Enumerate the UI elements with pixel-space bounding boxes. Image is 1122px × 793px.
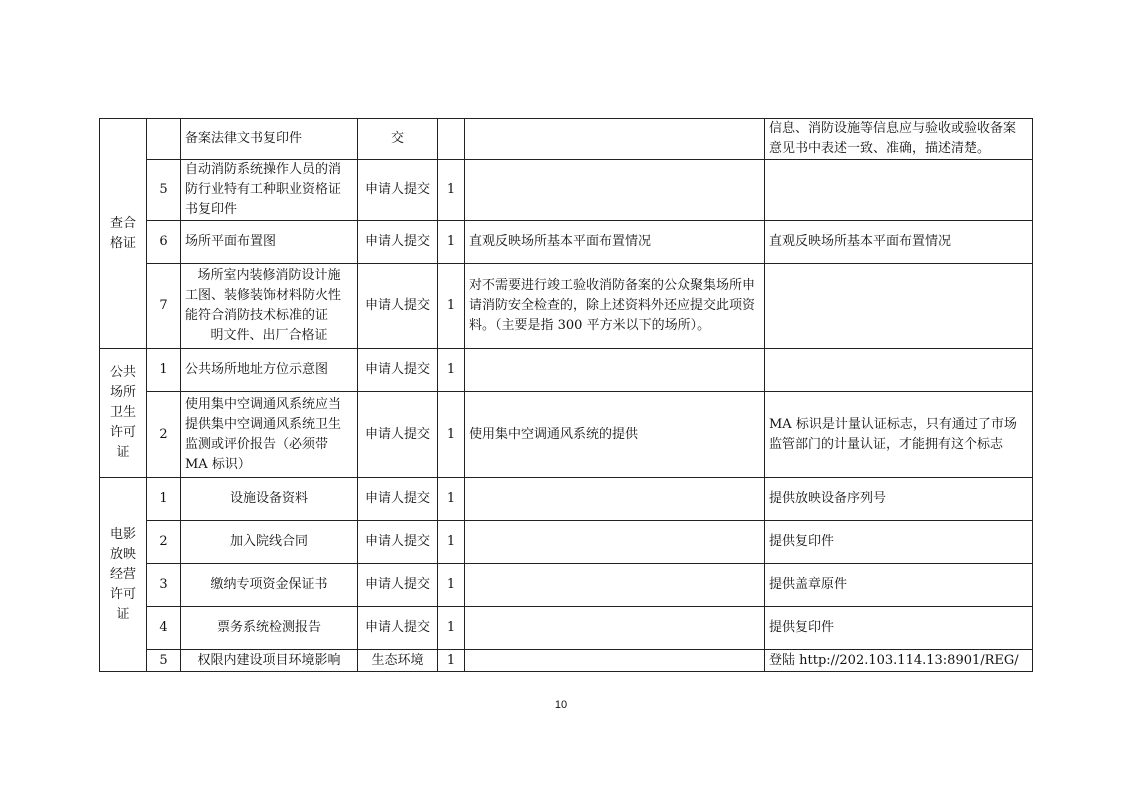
material-name: 设施设备资料 [181, 478, 358, 521]
copy-count: 1 [438, 607, 465, 650]
material-name: 使用集中空调通风系统应当提供集中空调通风系统卫生监测或评价报告（必须带 MA 标识） [181, 392, 358, 478]
row-number: 5 [147, 160, 181, 221]
note: 提供放映设备序列号 [765, 478, 1033, 521]
row-number: 5 [147, 650, 181, 672]
note [765, 160, 1033, 221]
copy-count: 1 [438, 221, 465, 264]
material-name: 权限内建设项目环境影响 [181, 650, 358, 672]
requirement [465, 119, 765, 160]
row-number: 2 [147, 521, 181, 564]
table-row [100, 392, 1033, 478]
page-number: 10 [554, 699, 568, 711]
submitter: 申请人提交 [358, 564, 438, 607]
material-name-line: 工图、装修装饰材料防火性 [185, 288, 342, 303]
row-number: 6 [147, 221, 181, 264]
copy-count: 1 [438, 521, 465, 564]
submitter: 申请人提交 [358, 521, 438, 564]
requirement [465, 607, 765, 650]
submitter: 申请人提交 [358, 607, 438, 650]
table-row [100, 478, 1033, 521]
submitter: 申请人提交 [358, 160, 438, 221]
table-row [100, 521, 1033, 564]
material-name-line: 场所室内装修消防设计施 [197, 268, 341, 283]
note: 信息、消防设施等信息应与验收或验收备案意见书中表述一致、准确，描述清楚。 [765, 119, 1033, 160]
note: 直观反映场所基本平面布置情况 [765, 221, 1033, 264]
requirements-table [99, 118, 1033, 672]
requirement: 直观反映场所基本平面布置情况 [465, 221, 765, 264]
row-number: 4 [147, 607, 181, 650]
table-row [100, 221, 1033, 264]
table-row [100, 349, 1033, 392]
table-row [100, 160, 1033, 221]
material-name: 自动消防系统操作人员的消防行业特有工种职业资格证书复印件 [181, 160, 358, 221]
material-name: 备案法律文书复印件 [181, 119, 358, 160]
copy-count: 1 [438, 160, 465, 221]
copy-count: 1 [438, 349, 465, 392]
requirement [465, 521, 765, 564]
material-name: 加入院线合同 [181, 521, 358, 564]
copy-count: 1 [438, 650, 465, 672]
requirement [465, 650, 765, 672]
table-row [100, 650, 1033, 672]
material-name: 缴纳专项资金保证书 [181, 564, 358, 607]
table-row [100, 607, 1033, 650]
category-cell: 电影放映经营许可证 [100, 478, 147, 672]
material-name-line: 明文件、出厂合格证 [210, 328, 328, 343]
material-name-line: 能符合消防技术标准的证 [185, 308, 329, 323]
row-number: 1 [147, 349, 181, 392]
note [765, 349, 1033, 392]
material-name [181, 264, 358, 349]
requirement [465, 478, 765, 521]
copy-count: 1 [438, 564, 465, 607]
note: MA 标识是计量认证标志，只有通过了市场监管部门的计量认证，才能拥有这个标志 [765, 392, 1033, 478]
material-name: 票务系统检测报告 [181, 607, 358, 650]
material-name: 公共场所地址方位示意图 [181, 349, 358, 392]
submitter: 申请人提交 [358, 392, 438, 478]
requirement: 使用集中空调通风系统的提供 [465, 392, 765, 478]
note: 提供盖章原件 [765, 564, 1033, 607]
note [765, 264, 1033, 349]
row-number: 2 [147, 392, 181, 478]
note: 提供复印件 [765, 521, 1033, 564]
note: 提供复印件 [765, 607, 1033, 650]
note: 登陆 http://202.103.114.13:8901/REG/ [765, 650, 1033, 672]
table-row [100, 264, 1033, 349]
submitter: 申请人提交 [358, 349, 438, 392]
submitter: 生态环境 [358, 650, 438, 672]
copy-count: 1 [438, 264, 465, 349]
submitter: 申请人提交 [358, 221, 438, 264]
table-row [100, 564, 1033, 607]
copy-count [438, 119, 465, 160]
row-number: 3 [147, 564, 181, 607]
copy-count: 1 [438, 392, 465, 478]
requirement [465, 564, 765, 607]
table-row [100, 119, 1033, 160]
submitter: 交 [358, 119, 438, 160]
requirement: 对不需要进行竣工验收消防备案的公众聚集场所申请消防安全检查的，除上述资料外还应提交此项资料。（主要是指 300 平方米以下的场所）。 [465, 264, 765, 349]
requirement [465, 160, 765, 221]
category-cell: 查合格证 [100, 119, 147, 349]
submitter: 申请人提交 [358, 478, 438, 521]
row-number: 7 [147, 264, 181, 349]
material-name: 场所平面布置图 [181, 221, 358, 264]
requirement [465, 349, 765, 392]
category-cell: 公共场所卫生许可证 [100, 349, 147, 478]
row-number [147, 119, 181, 160]
submitter: 申请人提交 [358, 264, 438, 349]
row-number: 1 [147, 478, 181, 521]
copy-count: 1 [438, 478, 465, 521]
